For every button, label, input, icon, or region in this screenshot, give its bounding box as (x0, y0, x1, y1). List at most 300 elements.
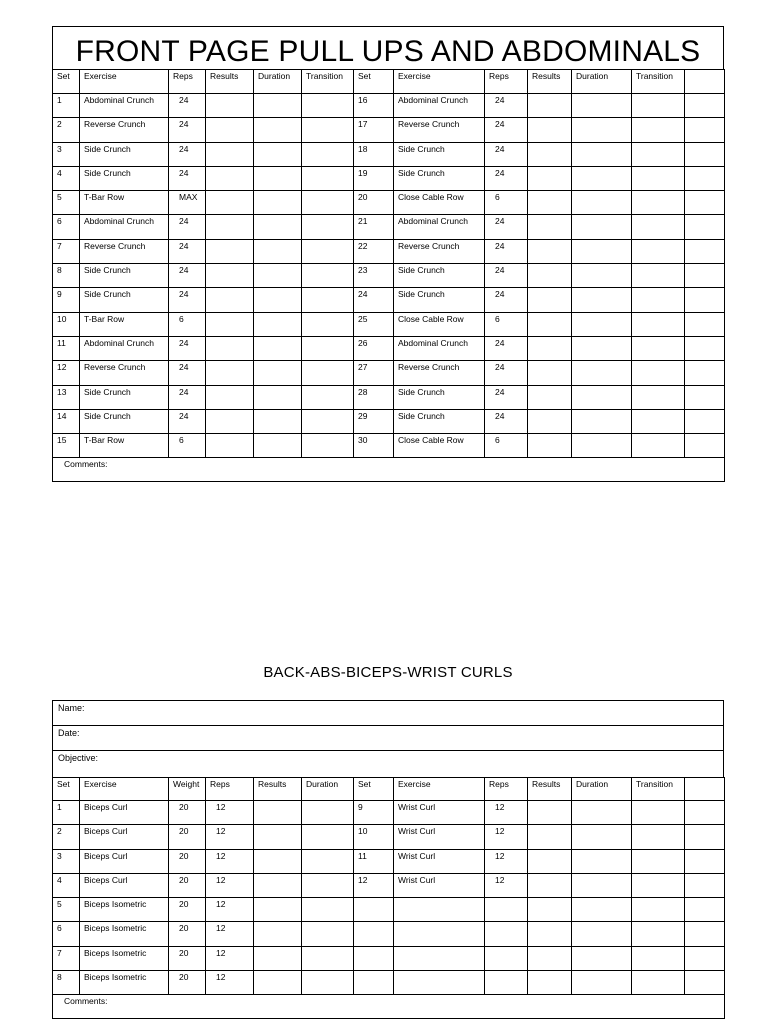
transition-cell[interactable] (302, 385, 354, 409)
results-cell[interactable] (528, 361, 572, 385)
duration-cell[interactable] (572, 142, 632, 166)
column-header (685, 70, 725, 94)
table-row (53, 971, 725, 995)
reps-value: 24 (169, 215, 206, 239)
table-row (53, 898, 725, 922)
transition-cell[interactable] (302, 361, 354, 385)
duration-cell[interactable] (572, 166, 632, 190)
duration-cell[interactable] (254, 142, 302, 166)
results-cell[interactable] (254, 946, 302, 970)
reps-value (485, 946, 528, 970)
reps-value: 24 (485, 215, 528, 239)
transition-cell[interactable] (632, 288, 685, 312)
duration-cell[interactable] (254, 118, 302, 142)
results-cell[interactable] (528, 971, 572, 995)
blank-cell[interactable] (685, 215, 725, 239)
exercise-name: T-Bar Row (80, 434, 169, 458)
results-cell[interactable] (206, 361, 254, 385)
table-row (53, 142, 725, 166)
exercise-name: Biceps Isometric (80, 898, 169, 922)
blank-cell[interactable] (685, 312, 725, 336)
blank-cell[interactable] (685, 288, 725, 312)
set-number: 4 (53, 166, 80, 190)
blank-cell[interactable] (685, 361, 725, 385)
transition-cell[interactable] (632, 898, 685, 922)
reps-value: 24 (485, 409, 528, 433)
column-header: Exercise (394, 70, 485, 94)
exercise-name: Reverse Crunch (394, 361, 485, 385)
set-number: 25 (354, 312, 394, 336)
reps-value: 24 (485, 94, 528, 118)
results-cell[interactable] (254, 801, 302, 825)
exercise-name: Side Crunch (80, 166, 169, 190)
exercise-name: Side Crunch (394, 288, 485, 312)
duration-cell[interactable] (572, 312, 632, 336)
results-cell[interactable] (528, 946, 572, 970)
duration-cell[interactable] (572, 94, 632, 118)
page-title: FRONT PAGE PULL UPS AND ABDOMINALS (52, 26, 724, 70)
reps-value: 24 (485, 336, 528, 360)
reps-value: 24 (485, 288, 528, 312)
table-row (53, 409, 725, 433)
transition-cell[interactable] (632, 239, 685, 263)
reps-value: 24 (169, 142, 206, 166)
column-header: Weight (169, 778, 206, 801)
table-row (53, 801, 725, 825)
duration-cell[interactable] (254, 336, 302, 360)
reps-value: 6 (485, 312, 528, 336)
transition-cell[interactable] (302, 239, 354, 263)
results-cell[interactable] (528, 898, 572, 922)
duration-cell[interactable] (572, 288, 632, 312)
name-label: Name: (58, 703, 85, 713)
exercise-name: Biceps Isometric (80, 946, 169, 970)
set-number: 26 (354, 336, 394, 360)
reps-value: 24 (169, 166, 206, 190)
results-cell[interactable] (528, 434, 572, 458)
table-header-row (53, 70, 725, 94)
duration-cell[interactable] (302, 922, 354, 946)
duration-cell[interactable] (572, 361, 632, 385)
exercise-name: Reverse Crunch (394, 118, 485, 142)
duration-cell[interactable] (254, 361, 302, 385)
reps-value: 24 (485, 142, 528, 166)
blank-cell[interactable] (685, 264, 725, 288)
exercise-name: Reverse Crunch (80, 239, 169, 263)
results-cell[interactable] (528, 312, 572, 336)
transition-cell[interactable] (632, 946, 685, 970)
column-header: Reps (485, 70, 528, 94)
reps-value: 12 (206, 898, 254, 922)
duration-cell[interactable] (302, 849, 354, 873)
duration-cell[interactable] (572, 215, 632, 239)
blank-cell[interactable] (685, 434, 725, 458)
workout-table-biceps-wrist (52, 777, 725, 1019)
set-number: 6 (53, 922, 80, 946)
transition-cell[interactable] (632, 264, 685, 288)
set-number: 18 (354, 142, 394, 166)
set-number: 12 (53, 361, 80, 385)
duration-cell[interactable] (302, 898, 354, 922)
set-number: 11 (354, 849, 394, 873)
set-number (354, 946, 394, 970)
results-cell[interactable] (528, 239, 572, 263)
reps-value: 12 (206, 825, 254, 849)
blank-cell[interactable] (685, 801, 725, 825)
set-number: 8 (53, 971, 80, 995)
weight-value: 20 (169, 849, 206, 873)
workout-table-pullups-abs (52, 69, 725, 482)
transition-cell[interactable] (632, 191, 685, 215)
exercise-name: Abdominal Crunch (394, 94, 485, 118)
exercise-name: Reverse Crunch (394, 239, 485, 263)
reps-value: 6 (169, 312, 206, 336)
results-cell[interactable] (528, 849, 572, 873)
reps-value (485, 922, 528, 946)
results-cell[interactable] (206, 409, 254, 433)
column-header: Set (53, 778, 80, 801)
blank-cell[interactable] (685, 946, 725, 970)
duration-cell[interactable] (572, 409, 632, 433)
transition-cell[interactable] (632, 873, 685, 897)
duration-cell[interactable] (572, 801, 632, 825)
comments-field[interactable]: Comments: (53, 458, 725, 482)
duration-cell[interactable] (254, 385, 302, 409)
transition-cell[interactable] (632, 385, 685, 409)
weight-value: 20 (169, 922, 206, 946)
column-header: Exercise (394, 778, 485, 801)
results-cell[interactable] (528, 142, 572, 166)
exercise-name: Biceps Curl (80, 801, 169, 825)
column-header: Duration (572, 778, 632, 801)
transition-cell[interactable] (632, 825, 685, 849)
weight-value: 20 (169, 825, 206, 849)
transition-cell[interactable] (632, 94, 685, 118)
column-header: Transition (302, 70, 354, 94)
transition-cell[interactable] (632, 336, 685, 360)
set-number: 4 (53, 873, 80, 897)
transition-cell[interactable] (632, 361, 685, 385)
set-number: 12 (354, 873, 394, 897)
exercise-name: Reverse Crunch (80, 361, 169, 385)
results-cell[interactable] (528, 825, 572, 849)
blank-cell[interactable] (685, 94, 725, 118)
transition-cell[interactable] (302, 312, 354, 336)
duration-cell[interactable] (572, 971, 632, 995)
transition-cell[interactable] (632, 215, 685, 239)
exercise-name: Wrist Curl (394, 873, 485, 897)
results-cell[interactable] (254, 898, 302, 922)
transition-cell[interactable] (632, 434, 685, 458)
set-number: 19 (354, 166, 394, 190)
blank-cell[interactable] (685, 385, 725, 409)
transition-cell[interactable] (302, 191, 354, 215)
results-cell[interactable] (528, 215, 572, 239)
comments-field[interactable]: Comments: (53, 995, 725, 1019)
date-field[interactable] (52, 725, 724, 751)
exercise-name: Side Crunch (80, 264, 169, 288)
results-cell[interactable] (528, 288, 572, 312)
results-cell[interactable] (528, 801, 572, 825)
set-number: 20 (354, 191, 394, 215)
transition-cell[interactable] (632, 971, 685, 995)
transition-cell[interactable] (302, 336, 354, 360)
table-row (53, 191, 725, 215)
duration-cell[interactable] (572, 946, 632, 970)
duration-cell[interactable] (572, 191, 632, 215)
duration-cell[interactable] (254, 166, 302, 190)
exercise-name: Close Cable Row (394, 434, 485, 458)
results-cell[interactable] (528, 385, 572, 409)
set-number: 6 (53, 215, 80, 239)
results-cell[interactable] (206, 94, 254, 118)
results-cell[interactable] (528, 922, 572, 946)
duration-cell[interactable] (254, 215, 302, 239)
exercise-name: Abdominal Crunch (394, 215, 485, 239)
blank-cell[interactable] (685, 825, 725, 849)
results-cell[interactable] (254, 873, 302, 897)
set-number: 16 (354, 94, 394, 118)
exercise-name: Biceps Curl (80, 873, 169, 897)
column-header: Results (206, 70, 254, 94)
duration-cell[interactable] (572, 264, 632, 288)
blank-cell[interactable] (685, 336, 725, 360)
transition-cell[interactable] (302, 94, 354, 118)
duration-cell[interactable] (572, 873, 632, 897)
duration-cell[interactable] (302, 801, 354, 825)
set-number: 2 (53, 825, 80, 849)
duration-cell[interactable] (254, 434, 302, 458)
reps-value: 6 (485, 191, 528, 215)
results-cell[interactable] (528, 191, 572, 215)
exercise-name (394, 898, 485, 922)
duration-cell[interactable] (572, 118, 632, 142)
column-header: Set (354, 778, 394, 801)
results-cell[interactable] (254, 971, 302, 995)
results-cell[interactable] (254, 849, 302, 873)
duration-cell[interactable] (572, 385, 632, 409)
table-row (53, 825, 725, 849)
duration-cell[interactable] (254, 288, 302, 312)
set-number: 10 (354, 825, 394, 849)
set-number: 13 (53, 385, 80, 409)
column-header: Reps (485, 778, 528, 801)
reps-value: 12 (485, 873, 528, 897)
exercise-name: Close Cable Row (394, 312, 485, 336)
reps-value: 24 (169, 288, 206, 312)
exercise-name: Abdominal Crunch (80, 94, 169, 118)
reps-value: 24 (485, 385, 528, 409)
column-header: Results (528, 70, 572, 94)
exercise-name: T-Bar Row (80, 312, 169, 336)
exercise-name: Side Crunch (394, 409, 485, 433)
duration-cell[interactable] (572, 922, 632, 946)
set-number: 3 (53, 142, 80, 166)
blank-cell[interactable] (685, 191, 725, 215)
results-cell[interactable] (206, 118, 254, 142)
exercise-name (394, 922, 485, 946)
blank-cell[interactable] (685, 898, 725, 922)
results-cell[interactable] (528, 336, 572, 360)
set-number: 30 (354, 434, 394, 458)
duration-cell[interactable] (302, 873, 354, 897)
table-row (53, 166, 725, 190)
set-number: 5 (53, 898, 80, 922)
results-cell[interactable] (528, 94, 572, 118)
table-row (53, 385, 725, 409)
exercise-name: Abdominal Crunch (394, 336, 485, 360)
column-header: Exercise (80, 778, 169, 801)
transition-cell[interactable] (632, 142, 685, 166)
table-row (53, 946, 725, 970)
results-cell[interactable] (206, 288, 254, 312)
exercise-name: Wrist Curl (394, 849, 485, 873)
set-number: 9 (354, 801, 394, 825)
exercise-name: Side Crunch (394, 385, 485, 409)
objective-field[interactable] (52, 750, 724, 778)
transition-cell[interactable] (632, 409, 685, 433)
weight-value: 20 (169, 971, 206, 995)
exercise-name: Biceps Isometric (80, 971, 169, 995)
results-cell[interactable] (206, 142, 254, 166)
reps-value: 12 (206, 873, 254, 897)
transition-cell[interactable] (632, 801, 685, 825)
reps-value: 12 (206, 946, 254, 970)
duration-cell[interactable] (254, 94, 302, 118)
blank-cell[interactable] (685, 409, 725, 433)
exercise-name: Biceps Isometric (80, 922, 169, 946)
transition-cell[interactable] (632, 922, 685, 946)
results-cell[interactable] (254, 922, 302, 946)
duration-cell[interactable] (572, 239, 632, 263)
set-number: 29 (354, 409, 394, 433)
results-cell[interactable] (206, 191, 254, 215)
duration-cell[interactable] (572, 898, 632, 922)
results-cell[interactable] (528, 409, 572, 433)
set-number: 23 (354, 264, 394, 288)
results-cell[interactable] (206, 166, 254, 190)
set-number: 5 (53, 191, 80, 215)
blank-cell[interactable] (685, 239, 725, 263)
set-number: 14 (53, 409, 80, 433)
table-row (53, 288, 725, 312)
duration-cell[interactable] (254, 239, 302, 263)
transition-cell[interactable] (302, 166, 354, 190)
set-number (354, 922, 394, 946)
results-cell[interactable] (206, 239, 254, 263)
exercise-name (394, 971, 485, 995)
name-field[interactable] (52, 700, 724, 726)
table-row (53, 361, 725, 385)
reps-value: 24 (485, 264, 528, 288)
transition-cell[interactable] (302, 434, 354, 458)
duration-cell[interactable] (254, 312, 302, 336)
table-row (53, 118, 725, 142)
results-cell[interactable] (206, 336, 254, 360)
duration-cell[interactable] (572, 849, 632, 873)
set-number: 15 (53, 434, 80, 458)
results-cell[interactable] (528, 873, 572, 897)
reps-value: MAX (169, 191, 206, 215)
transition-cell[interactable] (302, 288, 354, 312)
column-header: Transition (632, 778, 685, 801)
set-number: 2 (53, 118, 80, 142)
transition-cell[interactable] (302, 215, 354, 239)
duration-cell[interactable] (302, 825, 354, 849)
blank-cell[interactable] (685, 971, 725, 995)
blank-cell[interactable] (685, 849, 725, 873)
duration-cell[interactable] (254, 409, 302, 433)
duration-cell[interactable] (302, 946, 354, 970)
results-cell[interactable] (206, 312, 254, 336)
results-cell[interactable] (206, 264, 254, 288)
blank-cell[interactable] (685, 142, 725, 166)
exercise-name: Side Crunch (80, 409, 169, 433)
reps-value: 12 (206, 849, 254, 873)
column-header: Set (53, 70, 80, 94)
set-number: 28 (354, 385, 394, 409)
objective-label: Objective: (58, 753, 99, 763)
duration-cell[interactable] (254, 191, 302, 215)
results-cell[interactable] (206, 434, 254, 458)
reps-value: 24 (169, 336, 206, 360)
transition-cell[interactable] (632, 849, 685, 873)
reps-value: 24 (169, 385, 206, 409)
exercise-name: Side Crunch (80, 288, 169, 312)
reps-value: 12 (206, 801, 254, 825)
column-header: Exercise (80, 70, 169, 94)
exercise-name: Biceps Curl (80, 849, 169, 873)
table-row (53, 94, 725, 118)
duration-cell[interactable] (302, 971, 354, 995)
reps-value: 24 (485, 239, 528, 263)
exercise-name: Side Crunch (394, 142, 485, 166)
transition-cell[interactable] (302, 118, 354, 142)
transition-cell[interactable] (632, 118, 685, 142)
transition-cell[interactable] (302, 142, 354, 166)
transition-cell[interactable] (302, 264, 354, 288)
blank-cell[interactable] (685, 873, 725, 897)
column-header: Reps (169, 70, 206, 94)
duration-cell[interactable] (254, 264, 302, 288)
results-cell[interactable] (528, 118, 572, 142)
transition-cell[interactable] (302, 409, 354, 433)
exercise-name: Side Crunch (80, 385, 169, 409)
blank-cell[interactable] (685, 922, 725, 946)
reps-value (485, 898, 528, 922)
results-cell[interactable] (206, 215, 254, 239)
results-cell[interactable] (528, 166, 572, 190)
results-cell[interactable] (528, 264, 572, 288)
transition-cell[interactable] (632, 312, 685, 336)
table-row (53, 922, 725, 946)
set-number: 22 (354, 239, 394, 263)
transition-cell[interactable] (632, 166, 685, 190)
duration-cell[interactable] (572, 434, 632, 458)
blank-cell[interactable] (685, 166, 725, 190)
results-cell[interactable] (206, 385, 254, 409)
reps-value: 24 (485, 166, 528, 190)
date-label: Date: (58, 728, 80, 738)
table-row (53, 873, 725, 897)
duration-cell[interactable] (572, 825, 632, 849)
blank-cell[interactable] (685, 118, 725, 142)
table-header-row (53, 778, 725, 801)
column-header: Duration (302, 778, 354, 801)
results-cell[interactable] (254, 825, 302, 849)
duration-cell[interactable] (572, 336, 632, 360)
table-row (53, 215, 725, 239)
